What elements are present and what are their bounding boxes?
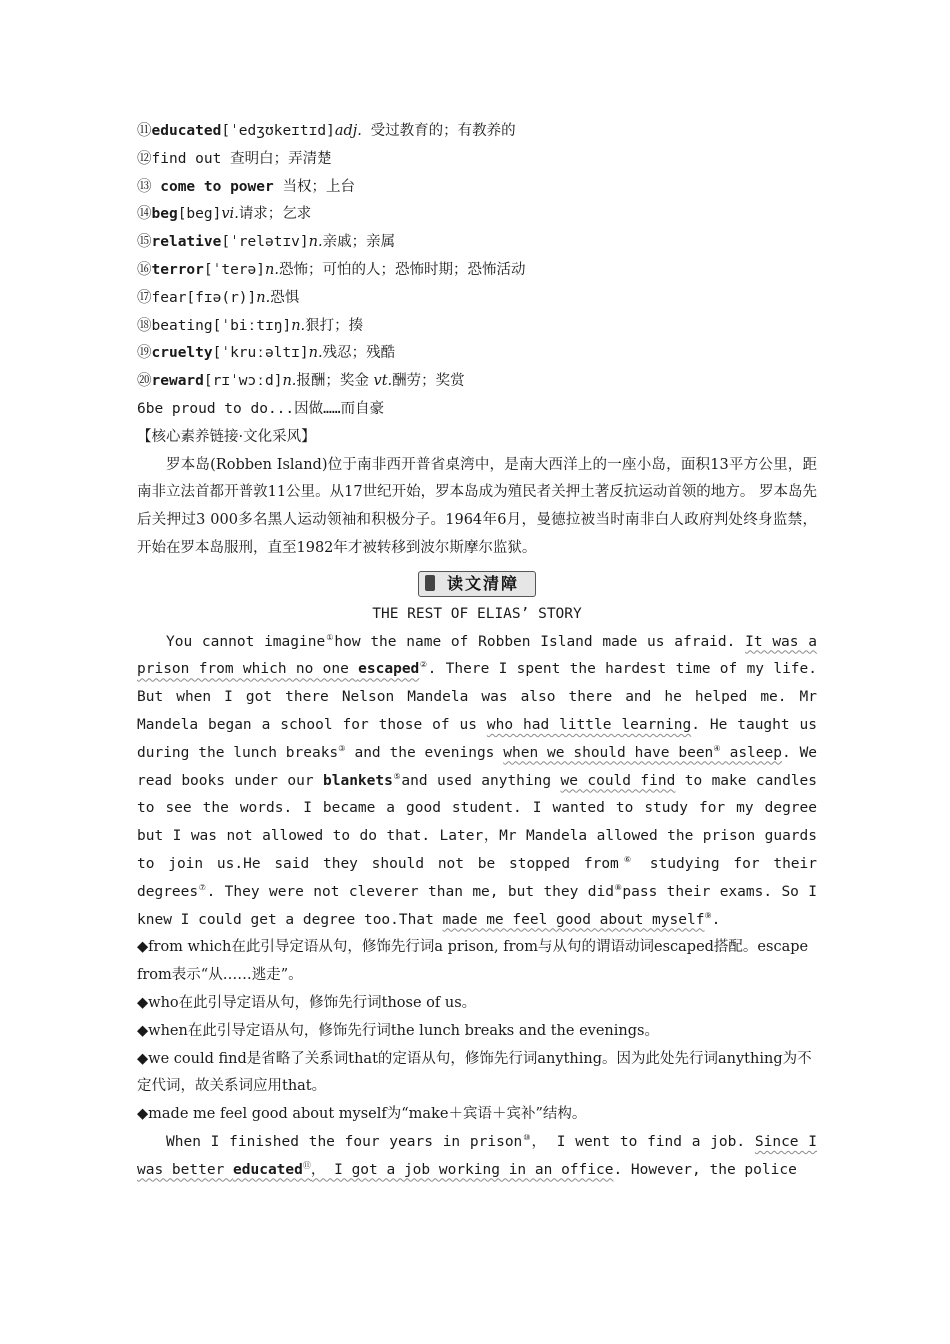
vocab-item: [137, 118, 817, 146]
vocab-item: [137, 257, 817, 285]
text-run: Since I was better: [137, 1133, 817, 1178]
underlined-phrase: made me feel good about myself: [442, 911, 705, 928]
vocab-word: reward: [151, 373, 204, 390]
vocab-gloss: 查明白；弄清楚: [230, 150, 332, 167]
vocab-phonetic: [ˈkruːəltɪ]: [212, 345, 309, 362]
text-run: and the evenings: [345, 744, 504, 761]
text-run: ， I went to find a job.: [531, 1133, 755, 1150]
vocab-word: find out: [151, 150, 222, 167]
vocab-number: ⑬: [137, 178, 152, 195]
vocab-item: [137, 174, 817, 202]
vocab-gloss: 狠打；揍: [305, 317, 364, 334]
vocab-number: ⑯: [137, 261, 152, 278]
vocab-gloss: 请求；乞求: [238, 206, 312, 223]
vocab-item: [137, 340, 817, 368]
vocab-number: ⑳: [137, 373, 152, 390]
vocab-item: [137, 201, 817, 229]
note-text: who在此引导定语从句，修饰先行词those of us。: [148, 994, 477, 1011]
vocab-word: terror: [151, 261, 204, 278]
vocab-number: ⑲: [137, 345, 152, 362]
vocab-pos: n.: [308, 345, 323, 362]
underlined-phrase: [503, 745, 782, 761]
text-run: . They were not cleverer than me, but they did: [206, 883, 614, 900]
vocab-pos: n.: [256, 289, 271, 306]
vocab-gloss: 恐惧: [270, 289, 300, 306]
key-word: blankets: [323, 772, 393, 789]
vocab-item: [137, 229, 817, 257]
vocab-word: beating: [151, 317, 213, 334]
vocab-pos: n.: [282, 373, 297, 390]
section-banner: 读文清障: [418, 571, 536, 597]
document-page: [137, 118, 817, 1184]
section-banner-wrap: [137, 571, 817, 599]
vocab-number: ⑱: [137, 317, 152, 334]
vocab-phonetic: [beg]: [177, 206, 222, 223]
diamond-bullet-icon: ◆: [137, 1106, 149, 1123]
grammar-note: [137, 990, 817, 1018]
vocab-number: ⑫: [137, 150, 152, 167]
text-run: ， I got a job working in an office: [310, 1161, 614, 1178]
text-run: pass their exams. So I knew I could get a degree too.That: [137, 883, 818, 928]
text-run: When I finished the four years in prison: [166, 1133, 523, 1150]
vocab-number: ⑭: [137, 206, 152, 223]
vocab-item: [137, 285, 817, 313]
vocab-phonetic: [ˈedʒʊkeɪtɪd]: [221, 123, 335, 139]
underlined-phrase: we could find: [560, 772, 676, 789]
note-marker: ②: [419, 660, 428, 670]
note-marker: ③: [338, 743, 346, 753]
vocab-phonetic: [ˈbiːtɪŋ]: [212, 317, 292, 334]
vocab-gloss: 恐怖；可怕的人；恐怖时期；恐怖活动: [278, 261, 526, 278]
text-run: It was a prison from which no one: [137, 633, 817, 678]
vocab-gloss: 残忍；残酷: [322, 345, 396, 362]
note-text: when在此引导定语从句，修饰先行词the lunch breaks and the evenings。: [148, 1022, 659, 1039]
vocab-word: relative: [151, 234, 222, 251]
story-paragraph-2: [137, 1129, 817, 1185]
culture-heading: 【核心素养链接·文化采风】: [137, 428, 316, 445]
note-marker: ④: [713, 743, 721, 753]
note-text: from which在此引导定语从句，修饰先行词a prison, from与从句的谓语动词escaped搭配。escape from表示“从……逃走”。: [137, 939, 809, 984]
text-run: to make candles to see the words. I became a good student. I wanted to study for my degree but I was not allowed to do that. Later，Mr Mandela allowed the prison guards to join us.He said they should not be stopped from: [137, 772, 818, 872]
text-run: .: [711, 911, 721, 928]
text-run: asleep: [720, 744, 782, 761]
text-run: . He taught us during the lunch breaks: [137, 716, 817, 761]
text-run: You cannot imagine: [166, 633, 326, 650]
vocab-phonetic: [ˈrelətɪv]: [221, 234, 309, 251]
text-run: and used anything: [401, 772, 561, 789]
vocab-phonetic: [fɪə(r)]: [186, 289, 257, 306]
story-paragraph: [137, 629, 817, 935]
vocab-phonetic: [rɪˈwɔːd]: [203, 373, 283, 390]
vocab-pos: vi.: [221, 206, 239, 223]
text-run: studying for their degrees: [137, 855, 817, 900]
vocab-word: cruelty: [151, 345, 213, 362]
vocab-gloss: 报酬；奖金: [296, 373, 374, 390]
note-marker: ⑦: [198, 882, 207, 892]
vocab-pos: n.: [308, 234, 323, 251]
diamond-bullet-icon: ◆: [137, 939, 149, 956]
note-marker: ①: [325, 632, 335, 642]
grammar-note: [137, 1046, 817, 1102]
vocab-number: ⑪: [137, 123, 152, 139]
grammar-note: [137, 934, 817, 990]
vocab-pos: n.: [291, 317, 306, 334]
diamond-bullet-icon: ◆: [137, 994, 149, 1011]
note-marker: ⑧: [613, 882, 623, 892]
vocab-pos: adj.: [334, 123, 362, 139]
note-marker: ⑥: [618, 855, 637, 865]
key-word: escaped: [358, 661, 420, 678]
note-marker: ⑪: [302, 1160, 311, 1170]
vocab-gloss: 当权；上台: [282, 178, 355, 195]
text-run: how the name of Robben Island made us afraid.: [334, 633, 746, 650]
culture-paragraph: 罗本岛(Robben Island)位于南非西开普省桌湾中，是南大西洋上的一座小岛，面积13平方公里，距南非立法首都开普敦11公里。从17世纪开始，罗本岛成为殖民者关押土著反抗运动首领的地方。 罗本岛先后关押过3 000多名黑人运动领袖和积极分子。1964年6月，曼德拉被当时南非白人政府判处终身监禁，开始在罗本岛服刑，直至1982年才被转移到波尔斯摩尔监狱。: [137, 456, 817, 556]
text-run: . We read books under our: [137, 744, 818, 789]
vocab-pos: vt.: [373, 373, 393, 390]
text-run: . There I spent the hardest time of my life. But when I got there Nelson Mandela was also there and he helped me. Mr Mandela began a school for those of us: [137, 661, 817, 733]
vocab-item: [137, 368, 817, 396]
diamond-bullet-icon: ◆: [137, 1050, 149, 1067]
vocab-item: [137, 313, 817, 341]
vocab-word: educated: [151, 123, 222, 139]
note-marker: ⑨: [704, 910, 712, 920]
grammar-note: [137, 1101, 817, 1129]
vocab-gloss: 酬劳；奖赏: [392, 373, 465, 390]
grammar-notes: [137, 934, 817, 1129]
vocab-word: beg: [151, 206, 178, 223]
vocab-item: [137, 146, 817, 174]
vocab-gloss: 亲戚；亲属: [322, 234, 396, 251]
vocab-extra-line: 6be proud to do...因做……而自豪: [137, 400, 385, 417]
note-text: we could find是省略了关系词that的定语从句，修饰先行词anything。因为此处先行词anything为不定代词，故关系词应用that。: [137, 1050, 812, 1095]
note-marker: ⑩: [522, 1133, 532, 1143]
note-marker: ⑤: [392, 771, 402, 781]
text-run: . However, the police: [613, 1161, 797, 1178]
note-text: made me feel good about myself为“make＋宾语＋宾补”结构。: [148, 1106, 587, 1123]
diamond-bullet-icon: ◆: [137, 1022, 149, 1039]
vocab-word: fear: [151, 289, 187, 306]
grammar-note: [137, 1018, 817, 1046]
vocab-word: come to power: [160, 178, 274, 195]
vocab-number: ⑰: [137, 289, 152, 306]
vocab-gloss: 受过教育的；有教养的: [370, 123, 516, 139]
vocab-phonetic: [ˈterə]: [203, 261, 265, 278]
underlined-phrase: who had little learning: [486, 716, 692, 733]
key-word: educated: [233, 1161, 303, 1178]
vocab-pos: n.: [265, 261, 279, 278]
story-title: THE REST OF ELIAS’ STORY: [372, 605, 582, 622]
vocab-list: [137, 118, 817, 424]
text-run: when we should have been: [503, 744, 714, 761]
vocab-number: ⑮: [137, 234, 152, 251]
